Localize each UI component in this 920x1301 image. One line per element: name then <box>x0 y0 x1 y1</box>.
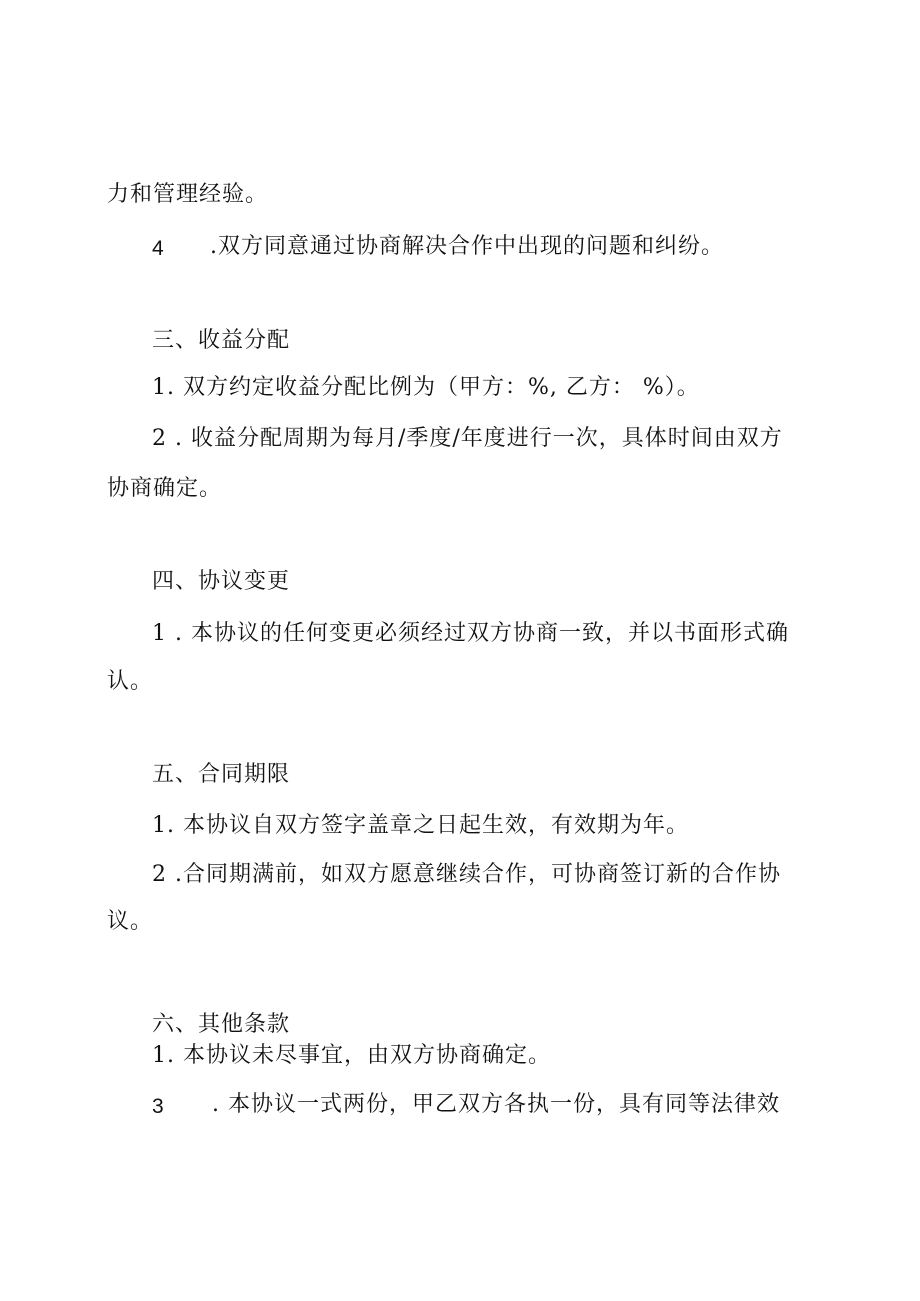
list-item-text: 1 . 本协议的任何变更必须经过双方协商一致，并以书面形式确 <box>152 621 789 646</box>
item-number: 3 <box>152 1095 165 1118</box>
list-item-text: 2 . 收益分配周期为每月/季度/年度进行一次，具体时间由双方 <box>152 426 783 451</box>
list-item-text: 1. 本协议未尽事宜，由双方协商确定。 <box>152 1043 551 1068</box>
list-item-text: 1. 本协议自双方签字盖章之日起生效，有效期为年。 <box>152 813 689 838</box>
item-number: 4 <box>152 237 165 260</box>
list-item-text: 2 .合同期满前，如双方愿意继续合作，可协商签订新的合作协 <box>152 862 781 887</box>
paragraph-continuation: 力和管理经验。 <box>107 182 269 207</box>
paragraph-continuation: 协商确定。 <box>107 476 223 501</box>
section-heading: 三、收益分配 <box>152 328 291 353</box>
list-item-text: . 本协议一式两份，甲乙双方各执一份，具有同等法律效 <box>212 1092 780 1117</box>
section-heading: 四、协议变更 <box>152 569 291 594</box>
list-item-text: 1. 双方约定收益分配比例为（甲方：%, 乙方： %）。 <box>152 375 700 400</box>
section-heading: 五、合同期限 <box>152 762 291 787</box>
list-item-text: .双方同意通过协商解决合作中出现的问题和纠纷。 <box>210 234 724 259</box>
paragraph-continuation: 议。 <box>107 909 154 934</box>
paragraph-continuation: 认。 <box>107 669 154 694</box>
section-heading: 六、其他条款 <box>152 1012 291 1037</box>
